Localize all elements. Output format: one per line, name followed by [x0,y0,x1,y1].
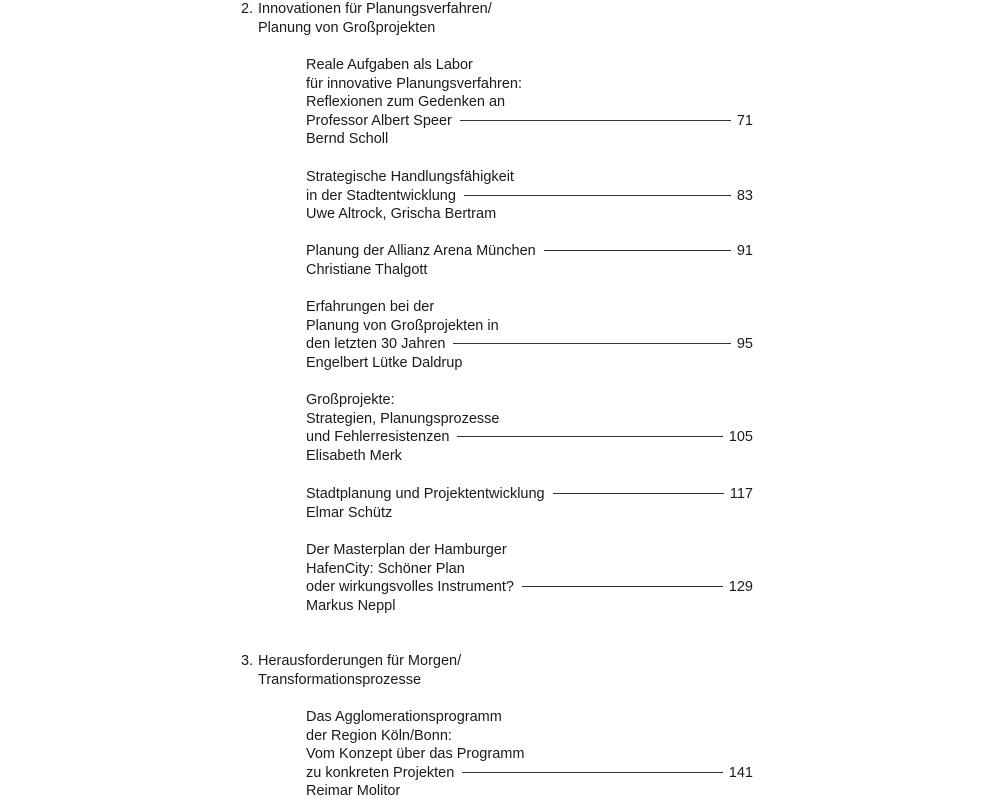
toc-entry[interactable] [306,56,753,149]
entry-title-line: Das Agglomerationsprogramm [306,709,502,725]
entry-author: Uwe Altrock, Grischa Bertram [306,206,497,223]
leader-line [522,586,723,587]
toc-entry[interactable] [306,708,753,801]
entry-author: Bernd Scholl [306,131,389,148]
entry-title-line: der Region Köln/Bonn: [306,727,452,744]
leader-line [453,343,730,344]
section-heading-3 [241,652,761,689]
entry-author: Christiane Thalgott [306,261,428,278]
entry-author: Elmar Schütz [306,504,393,521]
entry-title-line: Reflexionen zum Gedenken an [306,94,506,111]
section-title-line: Herausforderungen für Morgen/ [258,653,462,669]
entry-title-line: für innovative Planungsverfahren: [306,75,523,92]
toc-entry[interactable] [306,298,753,372]
page-number: 141 [728,764,753,781]
entry-author: Markus Neppl [306,597,396,614]
leader-line [462,772,722,773]
entry-title-line: Planung von Großprojekten in [306,317,499,334]
entry-title-line: Der Masterplan der Hamburger [306,542,507,558]
entry-title-line: Großprojekte: [306,392,395,408]
leader-line [460,120,731,121]
page-number: 105 [728,429,753,446]
entry-title-line: Erfahrungen bei der [306,299,435,315]
page-number: 91 [736,243,753,259]
leader-line [553,493,724,494]
entry-title-line: zu konkreten Projekten [306,764,455,781]
toc-entry[interactable] [306,391,753,465]
toc-entry[interactable] [306,168,753,224]
page-number: 129 [728,579,753,596]
section-title-line: Transformationsprozesse [258,671,422,688]
entry-author: Reimar Molitor [306,783,401,800]
entry-title-line: oder wirkungsvolles Instrument? [306,579,514,596]
entry-title-line: in der Stadtentwicklung [306,187,456,204]
section-title-line: Planung von Großprojekten [258,19,436,36]
leader-line [457,436,722,437]
page-number: 71 [736,112,753,129]
entry-title-line: Strategien, Planungsprozesse [306,410,500,427]
entry-title-line: Strategische Handlungsfähigkeit [306,169,514,185]
leader-line [544,250,731,251]
entry-title-line: HafenCity: Schöner Plan [306,560,465,577]
entry-author: Engelbert Lütke Daldrup [306,354,463,371]
section-title-line: Innovationen für Planungsverfahren/ [258,1,492,17]
section-number: 2. [241,1,254,17]
section-number: 3. [241,653,254,669]
toc-entry[interactable] [306,541,753,615]
toc-entry[interactable] [306,242,753,279]
entry-title-line: und Fehlerresistenzen [306,429,450,446]
entry-author: Elisabeth Merk [306,447,402,464]
entry-title-line: Vom Konzept über das Programm [306,746,525,763]
entry-title-line: Stadtplanung und Projektentwicklung [306,486,545,502]
entry-title-line: den letzten 30 Jahren [306,336,446,353]
entry-title-line: Planung der Allianz Arena München [306,243,536,259]
page-number: 83 [736,187,753,204]
page-number: 95 [736,336,753,353]
toc-entry[interactable] [306,485,753,522]
entry-title-line: Reale Aufgaben als Labor [306,57,473,73]
section-heading-2 [241,0,761,37]
leader-line [464,195,731,196]
page-number: 117 [729,486,753,502]
entry-title-line: Professor Albert Speer [306,112,452,129]
